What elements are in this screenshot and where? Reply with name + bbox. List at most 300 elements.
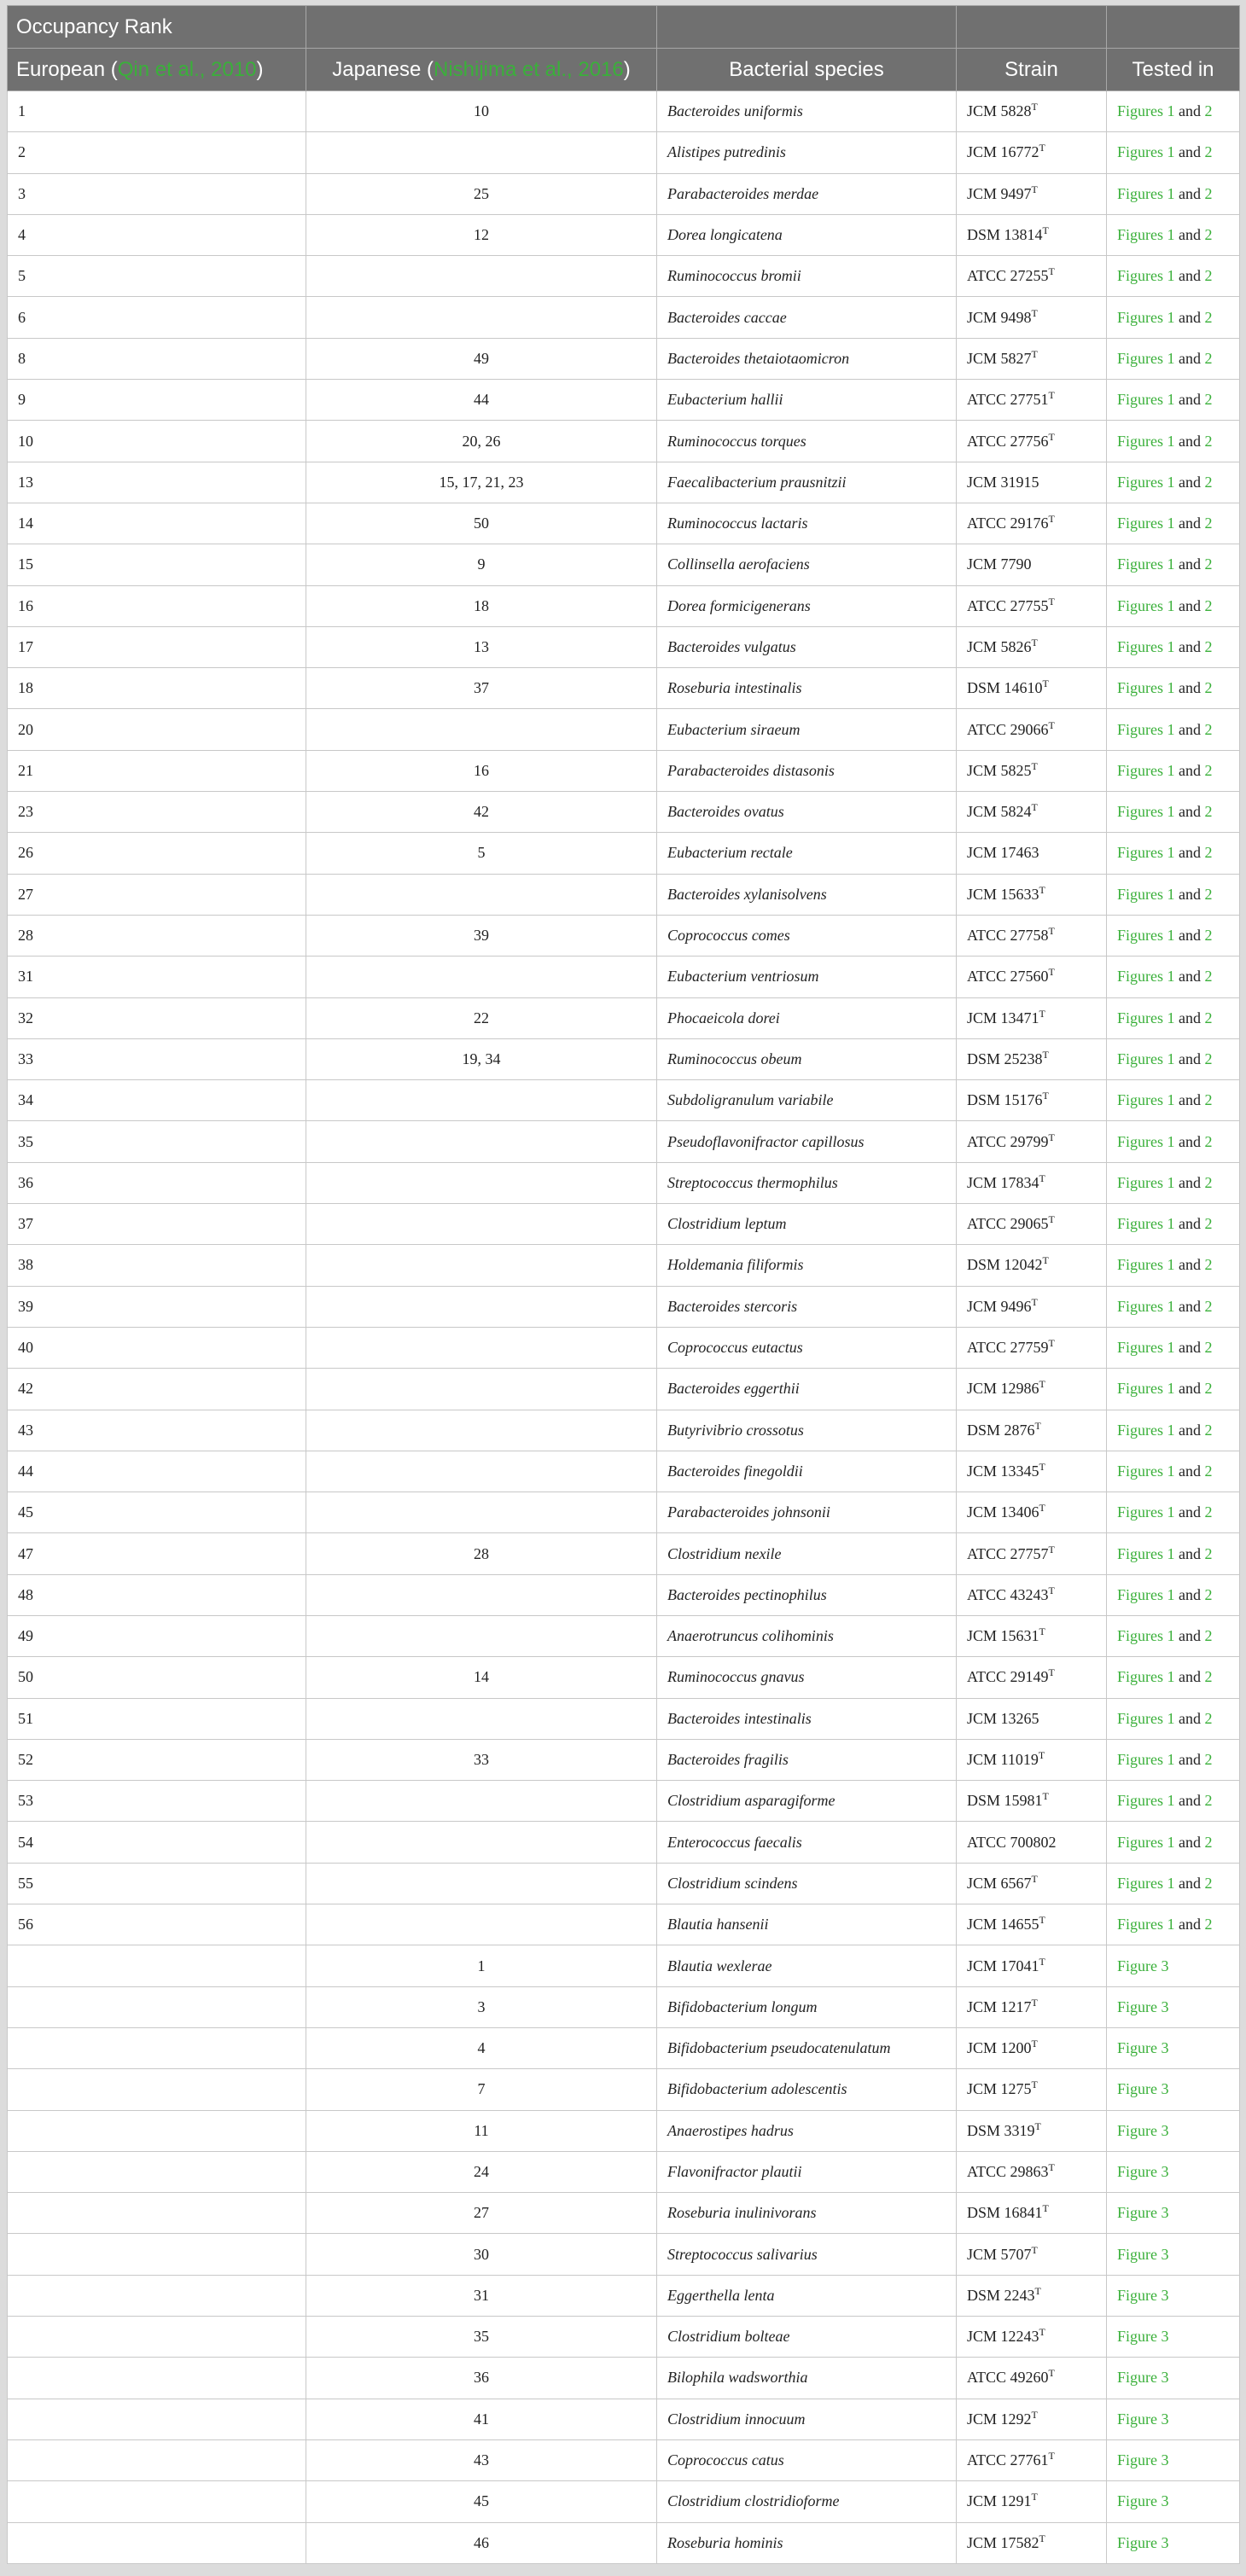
cell-tested-in <box>1107 668 1240 709</box>
figure-1-link[interactable]: 1 <box>1167 1874 1175 1892</box>
strain-id: JCM 15633 <box>967 885 1039 903</box>
figures-link[interactable]: Figures <box>1117 927 1163 945</box>
cell-european-rank: 16 <box>8 585 306 626</box>
type-strain-mark: T <box>1048 718 1055 731</box>
table-row <box>8 1038 1240 1079</box>
figure-2-link[interactable]: 2 <box>1204 844 1213 862</box>
cell-japanese-rank: 36 <box>306 2358 657 2399</box>
table-row <box>8 1986 1240 2027</box>
figure-2-link[interactable]: 2 <box>1204 267 1213 285</box>
and-text: and <box>1179 1792 1201 1810</box>
figure-2-link[interactable]: 2 <box>1204 1833 1213 1851</box>
figure-3-link[interactable]: Figure 3 <box>1117 2204 1169 2222</box>
figure-2-link[interactable]: 2 <box>1204 803 1213 821</box>
table-row <box>8 1492 1240 1533</box>
figure-3-link[interactable]: Figure 3 <box>1117 2080 1169 2098</box>
figure-2-link[interactable]: 2 <box>1204 1256 1213 1274</box>
figures-link[interactable]: Figures <box>1117 1009 1163 1026</box>
cell-tested-in <box>1107 2481 1240 2522</box>
figures-link[interactable]: Figures <box>1117 803 1163 821</box>
figures-link[interactable]: Figures <box>1117 844 1163 862</box>
figure-1-link[interactable]: 1 <box>1167 1503 1175 1521</box>
cell-species: Coprococcus catus <box>657 2439 957 2480</box>
figure-2-link[interactable]: 2 <box>1204 1874 1213 1892</box>
strain-id: DSM 13814 <box>967 226 1043 244</box>
cell-species: Parabacteroides distasonis <box>657 750 957 791</box>
cell-japanese-rank: 20, 26 <box>306 421 657 462</box>
cell-japanese-rank <box>306 1162 657 1203</box>
cell-species: Coprococcus eutactus <box>657 1327 957 1368</box>
cell-tested-in <box>1107 2193 1240 2234</box>
figure-1-link[interactable]: 1 <box>1167 184 1175 202</box>
type-strain-mark: T <box>1048 1666 1055 1679</box>
figure-2-link[interactable]: 2 <box>1204 1627 1213 1645</box>
cell-species: Bacteroides uniformis <box>657 91 957 132</box>
figure-3-link[interactable]: Figure 3 <box>1117 2451 1169 2469</box>
cell-japanese-rank <box>306 1245 657 1286</box>
figure-3-link[interactable]: Figure 3 <box>1117 2245 1169 2263</box>
cell-japanese-rank: 44 <box>306 380 657 421</box>
strain-id: DSM 12042 <box>967 1256 1043 1274</box>
strain-id: JCM 15631 <box>967 1627 1039 1645</box>
type-strain-mark: T <box>1031 2038 1038 2050</box>
figures-link[interactable]: Figures <box>1117 1091 1163 1109</box>
cell-species: Anaerostipes hadrus <box>657 2110 957 2151</box>
figure-2-link[interactable]: 2 <box>1204 1339 1213 1357</box>
cell-strain <box>957 2522 1107 2563</box>
strain-id: ATCC 27758 <box>967 927 1049 945</box>
figure-2-link[interactable]: 2 <box>1204 1421 1213 1439</box>
figure-2-link[interactable]: 2 <box>1204 308 1213 326</box>
figure-3-link[interactable]: Figure 3 <box>1117 2121 1169 2139</box>
figure-1-link[interactable]: 1 <box>1167 1091 1175 1109</box>
cell-strain <box>957 2317 1107 2358</box>
figure-1-link[interactable]: 1 <box>1167 1380 1175 1398</box>
table-row <box>8 1904 1240 1945</box>
cell-european-rank <box>8 1986 306 2027</box>
cell-strain <box>957 380 1107 421</box>
cell-tested-in <box>1107 1657 1240 1698</box>
figures-link[interactable]: Figures <box>1117 1751 1163 1769</box>
type-strain-mark: T <box>1031 183 1038 195</box>
table-row <box>8 2481 1240 2522</box>
type-strain-mark: T <box>1039 1625 1045 1638</box>
cell-european-rank: 20 <box>8 709 306 750</box>
cell-european-rank: 55 <box>8 1863 306 1904</box>
figure-2-link[interactable]: 2 <box>1204 1380 1213 1398</box>
type-strain-mark: T <box>1031 306 1038 319</box>
strain-id: DSM 14610 <box>967 679 1043 697</box>
cell-strain <box>957 544 1107 585</box>
figure-3-link[interactable]: Figure 3 <box>1117 2328 1169 2346</box>
figures-link[interactable]: Figures <box>1117 638 1163 655</box>
type-strain-mark: T <box>1031 801 1038 814</box>
figure-1-link[interactable]: 1 <box>1167 1668 1175 1686</box>
figure-3-link[interactable]: Figure 3 <box>1117 1957 1169 1974</box>
figure-2-link[interactable]: 2 <box>1204 679 1213 697</box>
cell-tested-in <box>1107 1162 1240 1203</box>
figures-link[interactable]: Figures <box>1117 1668 1163 1686</box>
figure-1-link[interactable]: 1 <box>1167 349 1175 367</box>
cell-species: Clostridium asparagiforme <box>657 1781 957 1822</box>
table-row <box>8 709 1240 750</box>
cell-european-rank <box>8 2439 306 2480</box>
figures-link[interactable]: Figures <box>1117 1339 1163 1357</box>
cell-tested-in <box>1107 750 1240 791</box>
strain-id: ATCC 27759 <box>967 1339 1049 1357</box>
cell-tested-in <box>1107 1038 1240 1079</box>
strain-id: JCM 7790 <box>967 555 1032 573</box>
figure-2-link[interactable]: 2 <box>1204 102 1213 120</box>
cell-strain <box>957 1781 1107 1822</box>
and-text: and <box>1179 1668 1201 1686</box>
figures-link[interactable]: Figures <box>1117 184 1163 202</box>
figures-link[interactable]: Figures <box>1117 1173 1163 1191</box>
strain-id: ATCC 49260 <box>967 2369 1049 2387</box>
figures-link[interactable]: Figures <box>1117 968 1163 986</box>
figures-link[interactable]: Figures <box>1117 432 1163 450</box>
figure-1-link[interactable]: 1 <box>1167 1544 1175 1562</box>
cell-species: Bacteroides fragilis <box>657 1739 957 1780</box>
cell-tested-in <box>1107 874 1240 915</box>
cell-strain <box>957 1739 1107 1780</box>
cell-species: Bacteroides ovatus <box>657 792 957 833</box>
cell-species: Bacteroides caccae <box>657 297 957 338</box>
cell-japanese-rank <box>306 1863 657 1904</box>
figure-2-link[interactable]: 2 <box>1204 515 1213 532</box>
table-row <box>8 2275 1240 2316</box>
cell-tested-in <box>1107 1533 1240 1574</box>
figure-3-link[interactable]: Figure 3 <box>1117 2162 1169 2180</box>
figure-3-link[interactable]: Figure 3 <box>1117 2286 1169 2304</box>
figure-1-link[interactable]: 1 <box>1167 1751 1175 1769</box>
figure-2-link[interactable]: 2 <box>1204 1503 1213 1521</box>
figure-1-link[interactable]: 1 <box>1167 515 1175 532</box>
figures-link[interactable]: Figures <box>1117 1050 1163 1067</box>
cell-strain <box>957 1615 1107 1656</box>
cell-tested-in <box>1107 544 1240 585</box>
figure-3-link[interactable]: Figure 3 <box>1117 2039 1169 2057</box>
figure-1-link[interactable]: 1 <box>1167 1627 1175 1645</box>
cell-species: Roseburia intestinalis <box>657 668 957 709</box>
cell-european-rank <box>8 2317 306 2358</box>
figures-link[interactable]: Figures <box>1117 515 1163 532</box>
figure-1-link[interactable]: 1 <box>1167 1297 1175 1315</box>
and-text: and <box>1179 308 1201 326</box>
figure-1-link[interactable]: 1 <box>1167 143 1175 161</box>
figure-1-link[interactable]: 1 <box>1167 885 1175 903</box>
figure-1-link[interactable]: 1 <box>1167 555 1175 573</box>
type-strain-mark: T <box>1048 966 1055 979</box>
figures-link[interactable]: Figures <box>1117 1462 1163 1480</box>
cell-tested-in <box>1107 132 1240 173</box>
figures-link[interactable]: Figures <box>1117 1585 1163 1603</box>
and-text: and <box>1179 473 1201 491</box>
cell-species: Ruminococcus gnavus <box>657 1657 957 1698</box>
cell-japanese-rank: 7 <box>306 2069 657 2110</box>
figures-link[interactable]: Figures <box>1117 1874 1163 1892</box>
figure-1-link[interactable]: 1 <box>1167 1833 1175 1851</box>
cell-species: Butyrivibrio crossotus <box>657 1410 957 1451</box>
cell-tested-in <box>1107 1822 1240 1863</box>
type-strain-mark: T <box>1042 1048 1049 1061</box>
figure-1-link[interactable]: 1 <box>1167 968 1175 986</box>
cell-european-rank: 52 <box>8 1739 306 1780</box>
type-strain-mark: T <box>1048 2160 1055 2173</box>
cell-japanese-rank <box>306 1698 657 1739</box>
figures-link[interactable]: Figures <box>1117 1544 1163 1562</box>
and-text: and <box>1179 1462 1201 1480</box>
cell-species: Eubacterium rectale <box>657 833 957 874</box>
cell-european-rank: 47 <box>8 1533 306 1574</box>
figure-1-link[interactable]: 1 <box>1167 308 1175 326</box>
figures-link[interactable]: Figures <box>1117 1833 1163 1851</box>
and-text: and <box>1179 1009 1201 1026</box>
cell-european-rank: 26 <box>8 833 306 874</box>
cell-japanese-rank <box>306 256 657 297</box>
strain-id: JCM 1200 <box>967 2039 1032 2057</box>
figure-1-link[interactable]: 1 <box>1167 1050 1175 1067</box>
figure-1-link[interactable]: 1 <box>1167 1215 1175 1233</box>
cell-japanese-rank <box>306 1574 657 1615</box>
figure-1-link[interactable]: 1 <box>1167 102 1175 120</box>
figures-link[interactable]: Figures <box>1117 1132 1163 1150</box>
figure-2-link[interactable]: 2 <box>1204 1297 1213 1315</box>
figure-2-link[interactable]: 2 <box>1204 1668 1213 1686</box>
cell-tested-in <box>1107 792 1240 833</box>
table-row <box>8 2069 1240 2110</box>
figures-link[interactable]: Figures <box>1117 596 1163 614</box>
figure-2-link[interactable]: 2 <box>1204 226 1213 244</box>
figure-1-link[interactable]: 1 <box>1167 638 1175 655</box>
figure-2-link[interactable]: 2 <box>1204 555 1213 573</box>
figure-1-link[interactable]: 1 <box>1167 1792 1175 1810</box>
figure-1-link[interactable]: 1 <box>1167 761 1175 779</box>
header-european <box>8 49 306 91</box>
figures-link[interactable]: Figures <box>1117 761 1163 779</box>
cell-species: Subdoligranulum variabile <box>657 1080 957 1121</box>
cell-european-rank: 38 <box>8 1245 306 1286</box>
strain-id: ATCC 43243 <box>967 1585 1049 1603</box>
figures-link[interactable]: Figures <box>1117 391 1163 409</box>
cell-strain <box>957 2439 1107 2480</box>
cell-tested-in <box>1107 91 1240 132</box>
cell-species: Bilophila wadsworthia <box>657 2358 957 2399</box>
cell-tested-in <box>1107 1121 1240 1162</box>
figure-1-link[interactable]: 1 <box>1167 1132 1175 1150</box>
figures-link[interactable]: Figures <box>1117 102 1163 120</box>
figure-2-link[interactable]: 2 <box>1204 720 1213 738</box>
figure-2-link[interactable]: 2 <box>1204 1091 1213 1109</box>
figure-1-link[interactable]: 1 <box>1167 720 1175 738</box>
figure-1-link[interactable]: 1 <box>1167 1916 1175 1933</box>
figures-link[interactable]: Figures <box>1117 1421 1163 1439</box>
table-row <box>8 1327 1240 1368</box>
cell-strain <box>957 1204 1107 1245</box>
figure-1-link[interactable]: 1 <box>1167 596 1175 614</box>
figure-2-link[interactable]: 2 <box>1204 1173 1213 1191</box>
figure-1-link[interactable]: 1 <box>1167 226 1175 244</box>
figure-2-link[interactable]: 2 <box>1204 1792 1213 1810</box>
table-row <box>8 297 1240 338</box>
figure-2-link[interactable]: 2 <box>1204 391 1213 409</box>
figure-2-link[interactable]: 2 <box>1204 885 1213 903</box>
type-strain-mark: T <box>1048 1337 1055 1350</box>
figure-3-link[interactable]: Figure 3 <box>1117 2369 1169 2387</box>
figure-2-link[interactable]: 2 <box>1204 1009 1213 1026</box>
figures-link[interactable]: Figures <box>1117 1709 1163 1727</box>
figure-2-link[interactable]: 2 <box>1204 1132 1213 1150</box>
cell-european-rank <box>8 2522 306 2563</box>
cell-japanese-rank: 5 <box>306 833 657 874</box>
cell-japanese-rank: 19, 34 <box>306 1038 657 1079</box>
figure-3-link[interactable]: Figure 3 <box>1117 1997 1169 2015</box>
figure-2-link[interactable]: 2 <box>1204 1751 1213 1769</box>
figure-2-link[interactable]: 2 <box>1204 432 1213 450</box>
cell-species: Bifidobacterium pseudocatenulatum <box>657 2027 957 2068</box>
figures-link[interactable]: Figures <box>1117 1297 1163 1315</box>
and-text: and <box>1179 927 1201 945</box>
figure-1-link[interactable]: 1 <box>1167 267 1175 285</box>
figures-link[interactable]: Figures <box>1117 349 1163 367</box>
figures-link[interactable]: Figures <box>1117 1792 1163 1810</box>
figures-link[interactable]: Figures <box>1117 1380 1163 1398</box>
cell-tested-in <box>1107 2358 1240 2399</box>
header-european-suffix: ) <box>256 57 264 81</box>
figure-1-link[interactable]: 1 <box>1167 803 1175 821</box>
strain-id: JCM 1292 <box>967 2410 1032 2428</box>
type-strain-mark: T <box>1039 1460 1045 1473</box>
strain-id: ATCC 29065 <box>967 1215 1049 1233</box>
figures-link[interactable]: Figures <box>1117 473 1163 491</box>
cell-japanese-rank: 25 <box>306 173 657 214</box>
cell-tested-in <box>1107 2151 1240 2192</box>
figure-1-link[interactable]: 1 <box>1167 927 1175 945</box>
table-row <box>8 132 1240 173</box>
and-text: and <box>1179 885 1201 903</box>
cell-species: Anaerotruncus colihominis <box>657 1615 957 1656</box>
type-strain-mark: T <box>1048 1584 1055 1596</box>
figure-2-link[interactable]: 2 <box>1204 927 1213 945</box>
figure-1-link[interactable]: 1 <box>1167 432 1175 450</box>
figures-link[interactable]: Figures <box>1117 1256 1163 1274</box>
header-tested: Tested in <box>1107 49 1240 91</box>
table-row <box>8 2193 1240 2234</box>
table-body <box>8 91 1240 2564</box>
column-header-row <box>8 49 1240 91</box>
figure-2-link[interactable]: 2 <box>1204 473 1213 491</box>
and-text: and <box>1179 515 1201 532</box>
strain-id: JCM 17463 <box>967 844 1039 862</box>
figure-3-link[interactable]: Figure 3 <box>1117 2533 1169 2551</box>
figure-1-link[interactable]: 1 <box>1167 473 1175 491</box>
figure-2-link[interactable]: 2 <box>1204 184 1213 202</box>
figure-2-link[interactable]: 2 <box>1204 1462 1213 1480</box>
table-row <box>8 1162 1240 1203</box>
table-row <box>8 2439 1240 2480</box>
cell-strain <box>957 1286 1107 1327</box>
figures-link[interactable]: Figures <box>1117 1916 1163 1933</box>
cell-species: Parabacteroides merdae <box>657 173 957 214</box>
figure-1-link[interactable]: 1 <box>1167 391 1175 409</box>
header-european-ref-link[interactable]: Qin et al., 2010 <box>117 57 257 81</box>
figure-2-link[interactable]: 2 <box>1204 349 1213 367</box>
strain-id: ATCC 27560 <box>967 968 1049 986</box>
and-text: and <box>1179 1215 1201 1233</box>
figure-1-link[interactable]: 1 <box>1167 1173 1175 1191</box>
figure-1-link[interactable]: 1 <box>1167 1585 1175 1603</box>
cell-strain <box>957 1863 1107 1904</box>
figure-1-link[interactable]: 1 <box>1167 1339 1175 1357</box>
cell-japanese-rank: 49 <box>306 338 657 379</box>
figure-1-link[interactable]: 1 <box>1167 1421 1175 1439</box>
cell-strain <box>957 1038 1107 1079</box>
type-strain-mark: T <box>1039 1502 1045 1515</box>
figure-3-link[interactable]: Figure 3 <box>1117 2410 1169 2428</box>
figure-2-link[interactable]: 2 <box>1204 143 1213 161</box>
figure-2-link[interactable]: 2 <box>1204 1709 1213 1727</box>
type-strain-mark: T <box>1031 759 1038 772</box>
figure-2-link[interactable]: 2 <box>1204 1215 1213 1233</box>
figure-1-link[interactable]: 1 <box>1167 679 1175 697</box>
header-japanese-ref-link[interactable]: Nishijima et al., 2016 <box>433 57 624 81</box>
strain-id: ATCC 29863 <box>967 2162 1049 2180</box>
figure-1-link[interactable]: 1 <box>1167 1709 1175 1727</box>
figures-link[interactable]: Figures <box>1117 885 1163 903</box>
table-row <box>8 750 1240 791</box>
type-strain-mark: T <box>1042 1790 1049 1803</box>
figure-2-link[interactable]: 2 <box>1204 968 1213 986</box>
table-row <box>8 91 1240 132</box>
figure-2-link[interactable]: 2 <box>1204 1544 1213 1562</box>
figures-link[interactable]: Figures <box>1117 679 1163 697</box>
figures-link[interactable]: Figures <box>1117 1503 1163 1521</box>
figure-2-link[interactable]: 2 <box>1204 596 1213 614</box>
strain-id: JCM 31915 <box>967 473 1039 491</box>
cell-tested-in <box>1107 2522 1240 2563</box>
figures-link[interactable]: Figures <box>1117 555 1163 573</box>
figures-link[interactable]: Figures <box>1117 226 1163 244</box>
and-text: and <box>1179 844 1201 862</box>
figure-2-link[interactable]: 2 <box>1204 761 1213 779</box>
table-row <box>8 1698 1240 1739</box>
figures-link[interactable]: Figures <box>1117 267 1163 285</box>
figure-2-link[interactable]: 2 <box>1204 1916 1213 1933</box>
figure-2-link[interactable]: 2 <box>1204 1050 1213 1067</box>
figures-link[interactable]: Figures <box>1117 1627 1163 1645</box>
figures-link[interactable]: Figures <box>1117 308 1163 326</box>
figure-1-link[interactable]: 1 <box>1167 844 1175 862</box>
figures-link[interactable]: Figures <box>1117 1215 1163 1233</box>
figure-1-link[interactable]: 1 <box>1167 1462 1175 1480</box>
figures-link[interactable]: Figures <box>1117 143 1163 161</box>
cell-species: Bacteroides eggerthii <box>657 1369 957 1410</box>
type-strain-mark: T <box>1048 430 1055 443</box>
figures-link[interactable]: Figures <box>1117 720 1163 738</box>
figure-2-link[interactable]: 2 <box>1204 638 1213 655</box>
type-strain-mark: T <box>1031 637 1038 648</box>
cell-european-rank: 35 <box>8 1121 306 1162</box>
table-row <box>8 503 1240 544</box>
cell-tested-in <box>1107 2069 1240 2110</box>
strain-id: JCM 5825 <box>967 761 1032 779</box>
figure-3-link[interactable]: Figure 3 <box>1117 2492 1169 2510</box>
cell-strain <box>957 256 1107 297</box>
figure-2-link[interactable]: 2 <box>1204 1585 1213 1603</box>
figure-1-link[interactable]: 1 <box>1167 1256 1175 1274</box>
figure-1-link[interactable]: 1 <box>1167 1009 1175 1026</box>
and-text: and <box>1179 1050 1201 1067</box>
